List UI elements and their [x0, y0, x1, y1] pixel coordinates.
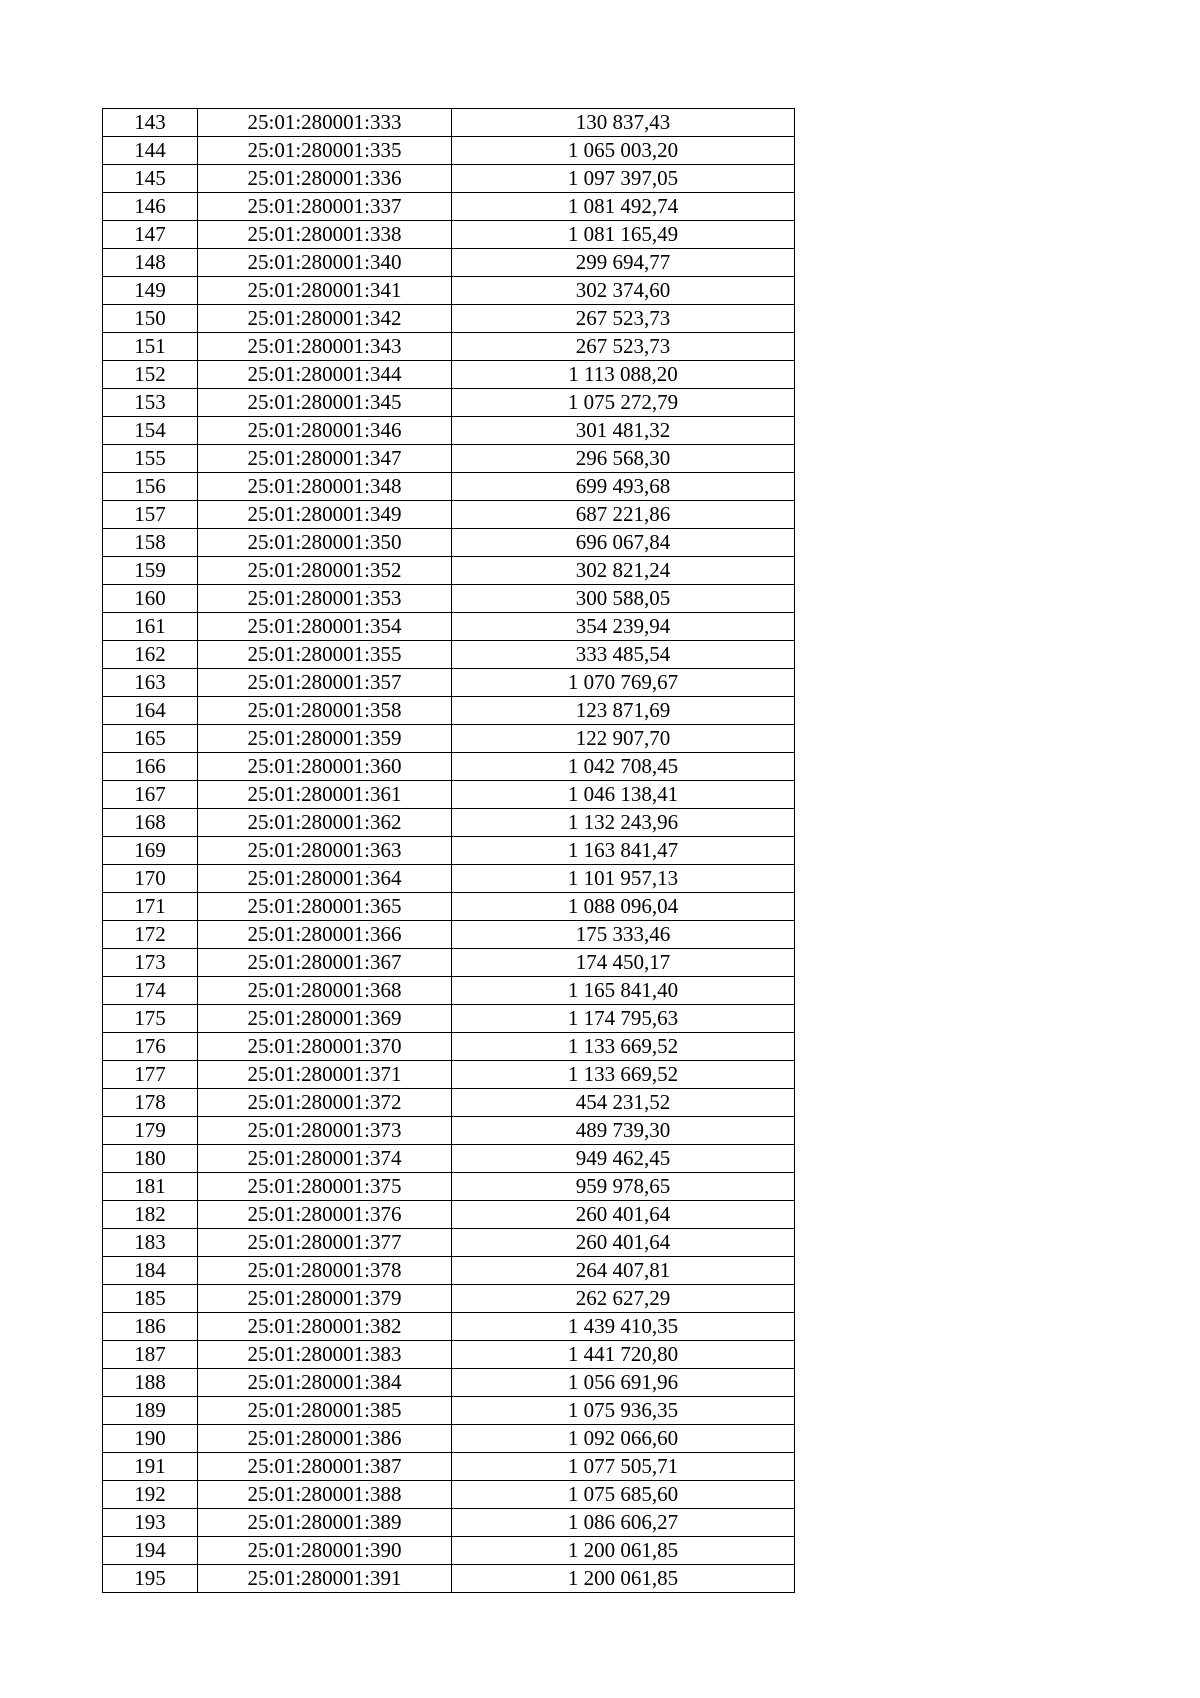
row-number-cell: 188 — [103, 1369, 198, 1397]
row-number-cell: 153 — [103, 389, 198, 417]
cadastral-number-cell: 25:01:280001:363 — [198, 837, 452, 865]
row-number-cell: 183 — [103, 1229, 198, 1257]
table-row — [103, 417, 795, 445]
cadastral-value-cell: 300 588,05 — [452, 585, 795, 613]
row-number-cell: 168 — [103, 809, 198, 837]
cadastral-number-cell: 25:01:280001:368 — [198, 977, 452, 1005]
cadastral-value-cell: 267 523,73 — [452, 333, 795, 361]
cadastral-value-cell: 1 174 795,63 — [452, 1005, 795, 1033]
row-number-cell: 145 — [103, 165, 198, 193]
table-row — [103, 473, 795, 501]
table-row — [103, 1341, 795, 1369]
table-row — [103, 1369, 795, 1397]
row-number-cell: 148 — [103, 249, 198, 277]
table-row — [103, 781, 795, 809]
cadastral-value-cell: 260 401,64 — [452, 1229, 795, 1257]
cadastral-value-cell: 296 568,30 — [452, 445, 795, 473]
row-number-cell: 186 — [103, 1313, 198, 1341]
row-number-cell: 157 — [103, 501, 198, 529]
row-number-cell: 161 — [103, 613, 198, 641]
cadastral-value-cell: 1 088 096,04 — [452, 893, 795, 921]
row-number-cell: 191 — [103, 1453, 198, 1481]
cadastral-number-cell: 25:01:280001:391 — [198, 1565, 452, 1593]
cadastral-number-cell: 25:01:280001:375 — [198, 1173, 452, 1201]
cadastral-number-cell: 25:01:280001:341 — [198, 277, 452, 305]
cadastral-number-cell: 25:01:280001:376 — [198, 1201, 452, 1229]
cadastral-value-cell: 122 907,70 — [452, 725, 795, 753]
cadastral-value-cell: 175 333,46 — [452, 921, 795, 949]
table-row — [103, 641, 795, 669]
table-row — [103, 725, 795, 753]
table-row — [103, 1145, 795, 1173]
cadastral-number-cell: 25:01:280001:386 — [198, 1425, 452, 1453]
cadastral-value-cell: 1 065 003,20 — [452, 137, 795, 165]
table-row — [103, 1509, 795, 1537]
row-number-cell: 194 — [103, 1537, 198, 1565]
cadastral-value-cell: 1 133 669,52 — [452, 1061, 795, 1089]
table-row — [103, 865, 795, 893]
row-number-cell: 173 — [103, 949, 198, 977]
table-row — [103, 361, 795, 389]
cadastral-value-cell: 299 694,77 — [452, 249, 795, 277]
table-row — [103, 753, 795, 781]
cadastral-value-cell: 1 075 685,60 — [452, 1481, 795, 1509]
cadastral-number-cell: 25:01:280001:336 — [198, 165, 452, 193]
cadastral-number-cell: 25:01:280001:378 — [198, 1257, 452, 1285]
row-number-cell: 172 — [103, 921, 198, 949]
cadastral-value-cell: 174 450,17 — [452, 949, 795, 977]
cadastral-value-cell: 1 056 691,96 — [452, 1369, 795, 1397]
row-number-cell: 179 — [103, 1117, 198, 1145]
cadastral-value-cell: 302 374,60 — [452, 277, 795, 305]
table-row — [103, 1117, 795, 1145]
row-number-cell: 195 — [103, 1565, 198, 1593]
cadastral-number-cell: 25:01:280001:377 — [198, 1229, 452, 1257]
cadastral-number-cell: 25:01:280001:349 — [198, 501, 452, 529]
cadastral-number-cell: 25:01:280001:385 — [198, 1397, 452, 1425]
table-row — [103, 1425, 795, 1453]
table-row — [103, 333, 795, 361]
cadastral-number-cell: 25:01:280001:352 — [198, 557, 452, 585]
table-row — [103, 1481, 795, 1509]
row-number-cell: 189 — [103, 1397, 198, 1425]
row-number-cell: 167 — [103, 781, 198, 809]
cadastral-value-cell: 1 077 505,71 — [452, 1453, 795, 1481]
row-number-cell: 163 — [103, 669, 198, 697]
row-number-cell: 192 — [103, 1481, 198, 1509]
cadastral-number-cell: 25:01:280001:384 — [198, 1369, 452, 1397]
cadastral-number-cell: 25:01:280001:355 — [198, 641, 452, 669]
cadastral-value-cell: 454 231,52 — [452, 1089, 795, 1117]
row-number-cell: 193 — [103, 1509, 198, 1537]
table-row — [103, 1173, 795, 1201]
cadastral-number-cell: 25:01:280001:358 — [198, 697, 452, 725]
cadastral-number-cell: 25:01:280001:354 — [198, 613, 452, 641]
cadastral-number-cell: 25:01:280001:347 — [198, 445, 452, 473]
table-row — [103, 1313, 795, 1341]
cadastral-number-cell: 25:01:280001:335 — [198, 137, 452, 165]
cadastral-number-cell: 25:01:280001:369 — [198, 1005, 452, 1033]
cadastral-number-cell: 25:01:280001:342 — [198, 305, 452, 333]
table-row — [103, 305, 795, 333]
table-row — [103, 501, 795, 529]
cadastral-number-cell: 25:01:280001:344 — [198, 361, 452, 389]
cadastral-number-cell: 25:01:280001:340 — [198, 249, 452, 277]
cadastral-number-cell: 25:01:280001:389 — [198, 1509, 452, 1537]
cadastral-number-cell: 25:01:280001:348 — [198, 473, 452, 501]
table-row — [103, 1565, 795, 1593]
cadastral-value-cell: 1 097 397,05 — [452, 165, 795, 193]
table-row — [103, 249, 795, 277]
row-number-cell: 187 — [103, 1341, 198, 1369]
cadastral-number-cell: 25:01:280001:383 — [198, 1341, 452, 1369]
cadastral-value-table — [102, 108, 795, 1593]
cadastral-number-cell: 25:01:280001:350 — [198, 529, 452, 557]
table-row — [103, 669, 795, 697]
cadastral-value-cell: 1 042 708,45 — [452, 753, 795, 781]
cadastral-number-cell: 25:01:280001:367 — [198, 949, 452, 977]
table-row — [103, 585, 795, 613]
row-number-cell: 171 — [103, 893, 198, 921]
cadastral-value-cell: 1 075 272,79 — [452, 389, 795, 417]
row-number-cell: 178 — [103, 1089, 198, 1117]
cadastral-number-cell: 25:01:280001:364 — [198, 865, 452, 893]
table-row — [103, 109, 795, 137]
cadastral-value-cell: 1 081 492,74 — [452, 193, 795, 221]
table-row — [103, 1453, 795, 1481]
cadastral-value-cell: 1 075 936,35 — [452, 1397, 795, 1425]
row-number-cell: 184 — [103, 1257, 198, 1285]
cadastral-value-cell: 1 133 669,52 — [452, 1033, 795, 1061]
cadastral-number-cell: 25:01:280001:338 — [198, 221, 452, 249]
table-row — [103, 1005, 795, 1033]
cadastral-number-cell: 25:01:280001:374 — [198, 1145, 452, 1173]
cadastral-value-cell: 489 739,30 — [452, 1117, 795, 1145]
cadastral-number-cell: 25:01:280001:333 — [198, 109, 452, 137]
row-number-cell: 146 — [103, 193, 198, 221]
cadastral-value-cell: 260 401,64 — [452, 1201, 795, 1229]
table-row — [103, 613, 795, 641]
cadastral-number-cell: 25:01:280001:353 — [198, 585, 452, 613]
cadastral-number-cell: 25:01:280001:359 — [198, 725, 452, 753]
cadastral-value-cell: 262 627,29 — [452, 1285, 795, 1313]
row-number-cell: 165 — [103, 725, 198, 753]
row-number-cell: 144 — [103, 137, 198, 165]
cadastral-value-cell: 354 239,94 — [452, 613, 795, 641]
cadastral-value-cell: 1 092 066,60 — [452, 1425, 795, 1453]
cadastral-value-cell: 1 200 061,85 — [452, 1537, 795, 1565]
cadastral-value-cell: 1 439 410,35 — [452, 1313, 795, 1341]
row-number-cell: 170 — [103, 865, 198, 893]
cadastral-value-cell: 1 070 769,67 — [452, 669, 795, 697]
cadastral-number-cell: 25:01:280001:388 — [198, 1481, 452, 1509]
cadastral-value-cell: 949 462,45 — [452, 1145, 795, 1173]
cadastral-number-cell: 25:01:280001:365 — [198, 893, 452, 921]
row-number-cell: 155 — [103, 445, 198, 473]
cadastral-number-cell: 25:01:280001:345 — [198, 389, 452, 417]
row-number-cell: 150 — [103, 305, 198, 333]
table-row — [103, 193, 795, 221]
row-number-cell: 162 — [103, 641, 198, 669]
table-row — [103, 893, 795, 921]
cadastral-number-cell: 25:01:280001:387 — [198, 1453, 452, 1481]
row-number-cell: 152 — [103, 361, 198, 389]
cadastral-value-cell: 1 200 061,85 — [452, 1565, 795, 1593]
cadastral-value-cell: 130 837,43 — [452, 109, 795, 137]
row-number-cell: 174 — [103, 977, 198, 1005]
cadastral-value-cell: 699 493,68 — [452, 473, 795, 501]
row-number-cell: 182 — [103, 1201, 198, 1229]
table-row — [103, 1257, 795, 1285]
cadastral-value-cell: 333 485,54 — [452, 641, 795, 669]
cadastral-value-cell: 696 067,84 — [452, 529, 795, 557]
cadastral-number-cell: 25:01:280001:360 — [198, 753, 452, 781]
cadastral-value-cell: 1 165 841,40 — [452, 977, 795, 1005]
row-number-cell: 166 — [103, 753, 198, 781]
cadastral-value-cell: 1 081 165,49 — [452, 221, 795, 249]
table-row — [103, 837, 795, 865]
cadastral-number-cell: 25:01:280001:337 — [198, 193, 452, 221]
row-number-cell: 154 — [103, 417, 198, 445]
cadastral-number-cell: 25:01:280001:343 — [198, 333, 452, 361]
cadastral-value-cell: 267 523,73 — [452, 305, 795, 333]
cadastral-value-cell: 1 046 138,41 — [452, 781, 795, 809]
row-number-cell: 159 — [103, 557, 198, 585]
row-number-cell: 181 — [103, 1173, 198, 1201]
row-number-cell: 151 — [103, 333, 198, 361]
cadastral-value-cell: 302 821,24 — [452, 557, 795, 585]
table-row — [103, 1285, 795, 1313]
row-number-cell: 177 — [103, 1061, 198, 1089]
cadastral-value-cell: 1 113 088,20 — [452, 361, 795, 389]
table-row — [103, 277, 795, 305]
table-row — [103, 1229, 795, 1257]
cadastral-value-cell: 1 086 606,27 — [452, 1509, 795, 1537]
table-row — [103, 949, 795, 977]
table-row — [103, 1537, 795, 1565]
row-number-cell: 180 — [103, 1145, 198, 1173]
table-row — [103, 137, 795, 165]
cadastral-number-cell: 25:01:280001:362 — [198, 809, 452, 837]
table-body — [103, 109, 795, 1593]
table-row — [103, 389, 795, 417]
table-row — [103, 445, 795, 473]
table-row — [103, 529, 795, 557]
row-number-cell: 185 — [103, 1285, 198, 1313]
table-row — [103, 1033, 795, 1061]
table-row — [103, 809, 795, 837]
cadastral-value-cell: 1 101 957,13 — [452, 865, 795, 893]
cadastral-number-cell: 25:01:280001:370 — [198, 1033, 452, 1061]
cadastral-number-cell: 25:01:280001:379 — [198, 1285, 452, 1313]
cadastral-number-cell: 25:01:280001:382 — [198, 1313, 452, 1341]
table-row — [103, 1397, 795, 1425]
row-number-cell: 160 — [103, 585, 198, 613]
cadastral-value-cell: 1 441 720,80 — [452, 1341, 795, 1369]
cadastral-value-cell: 1 163 841,47 — [452, 837, 795, 865]
table-row — [103, 697, 795, 725]
cadastral-number-cell: 25:01:280001:361 — [198, 781, 452, 809]
cadastral-value-cell: 123 871,69 — [452, 697, 795, 725]
cadastral-number-cell: 25:01:280001:390 — [198, 1537, 452, 1565]
cadastral-value-cell: 301 481,32 — [452, 417, 795, 445]
row-number-cell: 175 — [103, 1005, 198, 1033]
cadastral-number-cell: 25:01:280001:372 — [198, 1089, 452, 1117]
table-row — [103, 221, 795, 249]
row-number-cell: 156 — [103, 473, 198, 501]
cadastral-number-cell: 25:01:280001:357 — [198, 669, 452, 697]
row-number-cell: 158 — [103, 529, 198, 557]
cadastral-value-cell: 264 407,81 — [452, 1257, 795, 1285]
cadastral-value-cell: 959 978,65 — [452, 1173, 795, 1201]
row-number-cell: 149 — [103, 277, 198, 305]
table-row — [103, 921, 795, 949]
table-row — [103, 1061, 795, 1089]
table-row — [103, 1089, 795, 1117]
row-number-cell: 143 — [103, 109, 198, 137]
table-row — [103, 977, 795, 1005]
table-row — [103, 165, 795, 193]
table-row — [103, 1201, 795, 1229]
cadastral-number-cell: 25:01:280001:346 — [198, 417, 452, 445]
cadastral-number-cell: 25:01:280001:371 — [198, 1061, 452, 1089]
row-number-cell: 190 — [103, 1425, 198, 1453]
row-number-cell: 147 — [103, 221, 198, 249]
cadastral-number-cell: 25:01:280001:373 — [198, 1117, 452, 1145]
cadastral-value-cell: 1 132 243,96 — [452, 809, 795, 837]
row-number-cell: 164 — [103, 697, 198, 725]
row-number-cell: 169 — [103, 837, 198, 865]
table-row — [103, 557, 795, 585]
cadastral-number-cell: 25:01:280001:366 — [198, 921, 452, 949]
row-number-cell: 176 — [103, 1033, 198, 1061]
cadastral-value-cell: 687 221,86 — [452, 501, 795, 529]
